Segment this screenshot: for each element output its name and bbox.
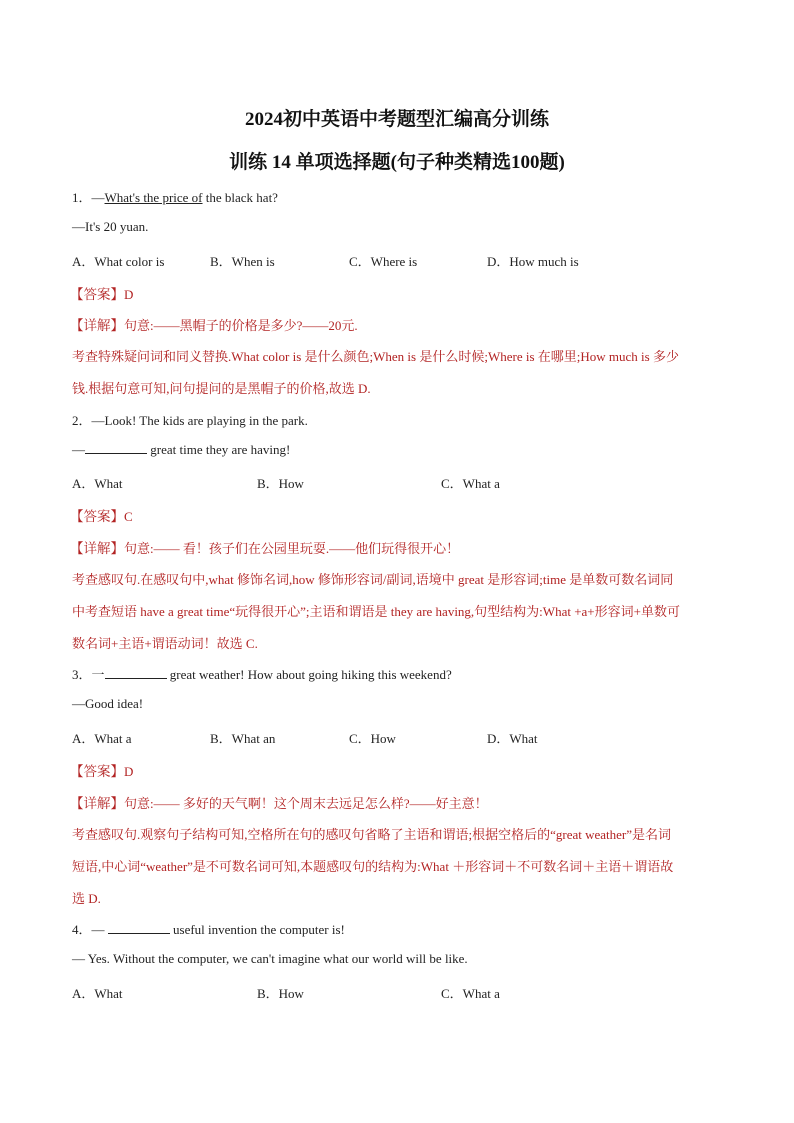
option-a: A．What color is <box>72 254 165 269</box>
analysis-line: 钱.根据句意可知,问句提问的是黑帽子的价格,故选 D. <box>72 381 371 396</box>
analysis-line: 考查特殊疑问词和同义替换.What color is 是什么颜色;When is 是什么时候;Where is 在哪里;How much is 多少 <box>72 349 679 364</box>
answer-blank <box>108 922 170 934</box>
detail-line: 【详解】句意:—— 多好的天气啊！这个周末去远足怎么样?——好主意！ <box>70 796 488 811</box>
detail-line: 【详解】句意:——黑帽子的价格是多少?——20元. <box>70 318 358 333</box>
question-1: 1．—What's the price of the black hat? <box>72 190 278 205</box>
document-subtitle: 训练 14 单项选择题(句子种类精选100题) <box>229 152 565 173</box>
option-a: A．What <box>72 476 123 491</box>
underlined-phrase: What's the price of <box>104 190 203 205</box>
answer-value: D <box>124 764 134 779</box>
question-number: 4． <box>72 922 92 937</box>
question-4-reply: — Yes. Without the computer, we can't imagine what our world will be like. <box>72 951 468 966</box>
option-d: D．What <box>487 731 538 746</box>
question-2-stem: — great time they are having! <box>72 442 291 457</box>
answer-blank <box>85 442 147 454</box>
detail-tag: 【详解】 <box>70 796 124 811</box>
answer-line <box>70 760 133 780</box>
option-a: A．What a <box>72 731 132 746</box>
option-d: D．How much is <box>487 254 579 269</box>
analysis-line: 短语,中心词“weather”是不可数名词可知,本题感叹句的结构为:What ＋形容词＋不可数名词＋主语＋谓语故 <box>72 859 674 874</box>
question-number: 1． <box>72 190 92 205</box>
option-a: A．What <box>72 986 123 1001</box>
answer-tag: 【答案】 <box>70 764 124 779</box>
question-4: 4．— useful invention the computer is! <box>72 922 345 937</box>
option-b: B．How <box>257 986 304 1001</box>
analysis-line: 数名词+主语+谓语动词！故选 C. <box>72 636 258 651</box>
question-2: 2．—Look! The kids are playing in the park. <box>72 413 308 428</box>
answer-value: D <box>124 287 134 302</box>
option-b: B．What an <box>210 731 276 746</box>
option-c: C．How <box>349 731 396 746</box>
answer-blank <box>105 667 167 679</box>
question-number: 3． <box>72 667 92 682</box>
option-b: B．When is <box>210 254 275 269</box>
analysis-line: 考查感叹句.观察句子结构可知,空格所在句的感叹句省略了主语和谓语;根据空格后的“great weather”是名词 <box>72 827 672 842</box>
detail-tag: 【详解】 <box>70 318 124 333</box>
answer-tag: 【答案】 <box>70 287 124 302</box>
analysis-line: 选 D. <box>72 891 101 906</box>
analysis-line: 考查感叹句.在感叹句中,what 修饰名词,how 修饰形容词/副词,语境中 great 是形容词;time 是单数可数名词同 <box>72 572 674 587</box>
analysis-line: 中考查短语 have a great time“玩得很开心”;主语和谓语是 they are having,句型结构为:What +a+形容词+单数可 <box>72 604 680 619</box>
option-c: C．What a <box>441 986 500 1001</box>
question-1-reply: —It's 20 yuan. <box>72 219 149 234</box>
answer-line <box>70 283 133 303</box>
question-number: 2． <box>72 413 92 428</box>
detail-tag: 【详解】 <box>70 541 124 556</box>
option-b: B．How <box>257 476 304 491</box>
document-title: 2024初中英语中考题型汇编高分训练 <box>244 109 549 130</box>
option-c: C．What a <box>441 476 500 491</box>
detail-line: 【详解】句意:—— 看！孩子们在公园里玩耍.——他们玩得很开心！ <box>70 541 460 556</box>
question-3: 3．一 great weather! How about going hiking this weekend? <box>72 667 452 682</box>
answer-line <box>70 505 133 525</box>
option-c: C．Where is <box>349 254 418 269</box>
answer-tag: 【答案】 <box>70 509 124 524</box>
question-3-reply: —Good idea! <box>72 696 144 711</box>
answer-value: C <box>124 509 133 524</box>
